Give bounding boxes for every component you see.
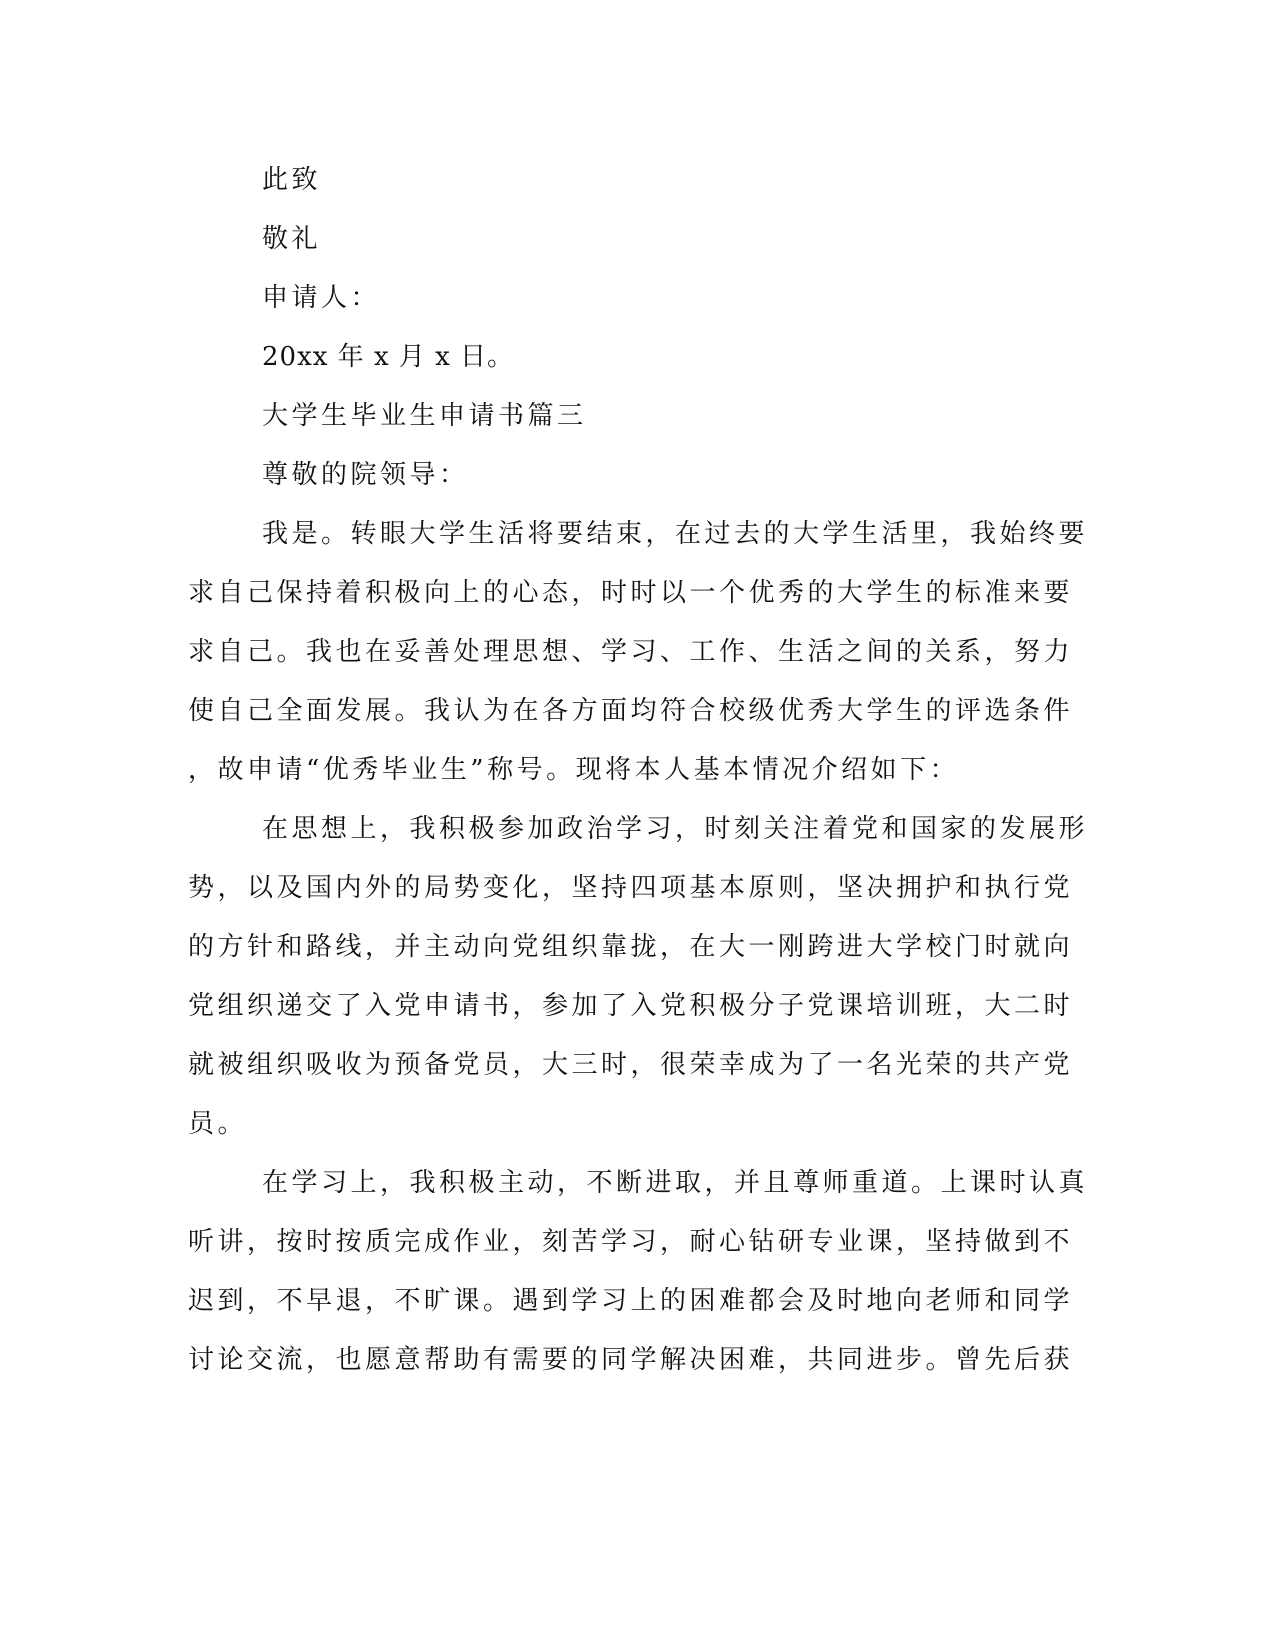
salutation: 尊敬的院领导： bbox=[262, 460, 469, 490]
paragraph-3-line-3: 迟到，不早退，不旷课。遇到学习上的困难都会及时地向老师和同学 bbox=[188, 1286, 1074, 1316]
paragraph-1-line-2: 求自己保持着积极向上的心态，时时以一个优秀的大学生的标准来要 bbox=[188, 578, 1074, 608]
date-line: 20xx 年 x 月 x 日。 bbox=[262, 342, 515, 372]
paragraph-2-line-4: 党组织递交了入党申请书，参加了入党积极分子党课培训班，大二时 bbox=[188, 991, 1074, 1021]
paragraph-1-line-4: 使自己全面发展。我认为在各方面均符合校级优秀大学生的评选条件 bbox=[188, 696, 1074, 726]
paragraph-3-line-2: 听讲，按时按质完成作业，刻苦学习，耐心钻研专业课，坚持做到不 bbox=[188, 1227, 1074, 1257]
applicant-label: 申请人： bbox=[262, 283, 381, 313]
paragraph-2-line-5: 就被组织吸收为预备党员，大三时，很荣幸成为了一名光荣的共产党 bbox=[188, 1050, 1074, 1080]
paragraph-1-line-1: 我是。转眼大学生活将要结束，在过去的大学生活里，我始终要 bbox=[262, 519, 1089, 549]
paragraph-1-line-5: ，故申请“优秀毕业生”称号。现将本人基本情况介绍如下： bbox=[188, 755, 960, 785]
paragraph-2-line-2: 势，以及国内外的局势变化，坚持四项基本原则，坚决拥护和执行党 bbox=[188, 873, 1074, 903]
closing-line-2: 敬礼 bbox=[262, 224, 322, 254]
paragraph-3-line-4: 讨论交流，也愿意帮助有需要的同学解决困难，共同进步。曾先后获 bbox=[188, 1345, 1074, 1375]
paragraph-2-line-3: 的方针和路线，并主动向党组织靠拢，在大一刚跨进大学校门时就向 bbox=[188, 932, 1074, 962]
paragraph-3-line-1: 在学习上，我积极主动，不断进取，并且尊师重道。上课时认真 bbox=[262, 1168, 1089, 1198]
paragraph-2-line-1: 在思想上，我积极参加政治学习，时刻关注着党和国家的发展形 bbox=[262, 814, 1089, 844]
paragraph-2-line-6: 员。 bbox=[188, 1109, 248, 1139]
section-title: 大学生毕业生申请书篇三 bbox=[262, 401, 587, 431]
paragraph-1-line-3: 求自己。我也在妥善处理思想、学习、工作、生活之间的关系，努力 bbox=[188, 637, 1074, 667]
closing-line-1: 此致 bbox=[262, 165, 322, 195]
